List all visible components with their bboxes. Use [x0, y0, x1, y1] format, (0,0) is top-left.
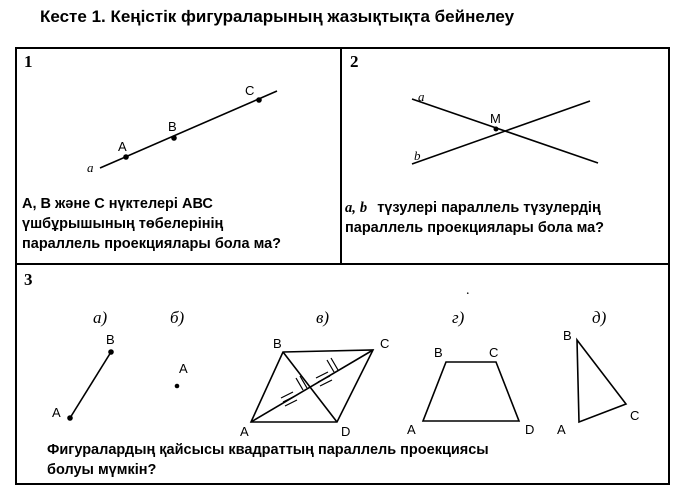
cell-1-question-line-2: үшбұрышының төбелерінің: [22, 216, 224, 232]
point-m-label: M: [490, 111, 501, 126]
fig-v-label-d: D: [341, 424, 351, 439]
point-b: [172, 136, 177, 141]
fig-d-heading: д): [592, 308, 607, 327]
fig-a-heading: а): [93, 308, 108, 327]
fig-a-label-a: A: [52, 405, 61, 420]
fig-g-label-b: B: [434, 345, 443, 360]
line-b-2: [412, 101, 590, 164]
fig-g-label-c: C: [489, 345, 499, 360]
fig-b-heading: б): [170, 308, 185, 327]
fig-b-label-a: A: [179, 361, 188, 376]
fig-d-label-a: A: [557, 422, 566, 437]
point-m: [494, 127, 498, 131]
cell-2-number: 2: [350, 52, 359, 71]
table-title: Кесте 1. Кеңістік фигураларының жазықтықта бейнелеу: [40, 7, 515, 26]
fig-a-point-b: [109, 350, 114, 355]
point-b-label: B: [168, 119, 177, 134]
fig-v-label-b: B: [273, 336, 282, 351]
cell-1-question-line-3: параллель проекциялары бола ма?: [22, 236, 282, 252]
fig-d-label-b: B: [563, 328, 572, 343]
point-a: [124, 155, 129, 160]
cell-1-diagram: [100, 91, 277, 168]
point-c-label: C: [245, 83, 255, 98]
cell-3-number: 3: [24, 270, 33, 289]
cell-2-diagram: [412, 99, 598, 164]
cell-1-number: 1: [24, 52, 33, 71]
cell-2-var-a: a,: [345, 200, 356, 216]
fig-v-label-c: C: [380, 336, 390, 351]
fig-a-label-b: B: [106, 332, 115, 347]
fig-v-parallelogram: [251, 350, 373, 422]
point-a-label: A: [118, 139, 127, 154]
fig-g-trapezoid: [423, 362, 519, 421]
fig-v-label-a: A: [240, 424, 249, 439]
fig-g-label-d: D: [525, 422, 535, 437]
cell-2-var-b: b: [359, 200, 368, 216]
line-a-2-label: a: [418, 89, 425, 104]
line-a-label: a: [87, 160, 94, 175]
cell-3-question-line-2: болуы мүмкін?: [47, 462, 157, 478]
stray-dot: .: [466, 283, 470, 298]
cell-3-question-line-1: Фигуралардың қайсысы квадраттың параллель проекциясы: [47, 442, 489, 458]
fig-g-label-a: A: [407, 422, 416, 437]
fig-b-point: [175, 384, 180, 389]
fig-g-heading: г): [452, 308, 465, 327]
fig-v-heading: в): [316, 308, 330, 327]
cell-1-question-line-1: А, В және С нүктелері АВС: [22, 196, 213, 212]
line-b-2-label: b: [414, 148, 421, 163]
fig-a-point-a: [68, 416, 73, 421]
fig-a-segment: [68, 350, 114, 421]
fig-d-triangle: [577, 340, 626, 422]
point-c: [257, 98, 262, 103]
fig-d-label-c: C: [630, 408, 640, 423]
cell-2-question-line-2: параллель проекциялары бола ма?: [345, 220, 605, 236]
cell-2-question-rest: түзулері параллель түзулердің: [377, 200, 601, 216]
